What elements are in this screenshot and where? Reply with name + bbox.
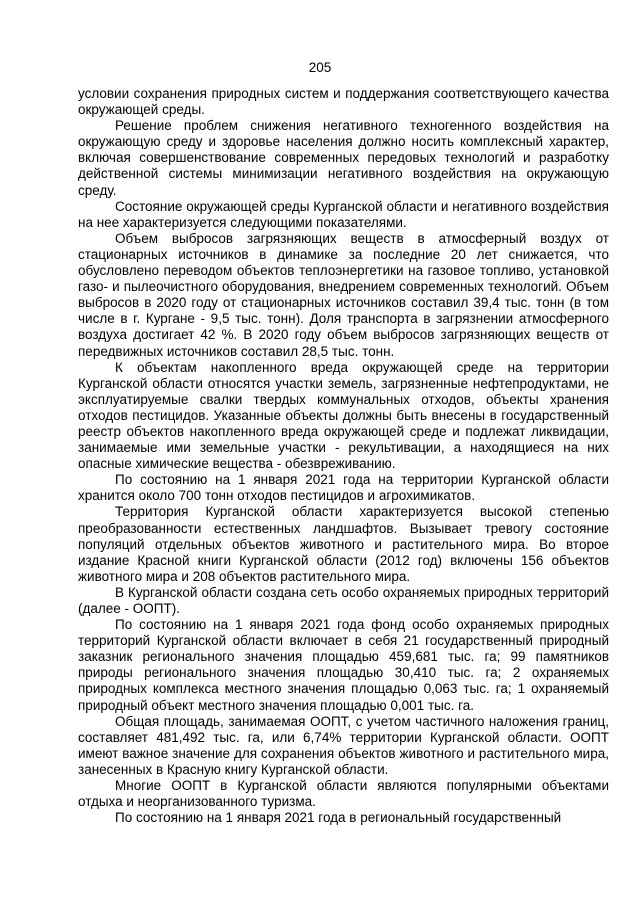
document-body bbox=[78, 86, 609, 826]
paragraph-registry-start: По состоянию на 1 января 2021 года в региональный государственный bbox=[115, 810, 562, 826]
paragraph-protected-areas-network: В Курганской области создана сеть особо охраняемых природных территорий (далее - ООПТ). bbox=[78, 584, 609, 616]
paragraph-continuation: условии сохранения природных систем и поддержания соответствующего качества окружающей среды. bbox=[78, 86, 609, 118]
paragraph-protected-areas-fund: По состоянию на 1 января 2021 года фонд особо охраняемых природных территорий Курганской области включает в себя 21 государственный природный заказник регионального значения площадью 459,681 тыс. га; 99 памятников природы регионального значения площадью 30,410 тыс. га; 2 охраняемых природных комплекса местного значения площадью 0,063 тыс. га; 1 охраняемый природный объект местного значения площадью 0,001 тыс. га. bbox=[78, 617, 609, 713]
paragraph-total-area: Общая площадь, занимаемая ООПТ, с учетом частичного наложения границ, составляет 481,492 тыс. га, или 6,74% территории Курганской области. ООПТ имеют важное значение для сохранения объектов животного и растительного мира, занесенных в Красную книгу Курганской области. bbox=[78, 713, 609, 777]
paragraph-accumulated-harm: К объектам накопленного вреда окружающей среде на территории Курганской области относятся участки земель, загрязненные нефтепродуктами, не эксплуатируемые свалки твердых коммунальных отходов, объекты хранения отходов пестицидов. Указанные объекты должны быть внесены в государственный реестр объектов накопленного вреда окружающей среде и подлежат ликвидации, занимаемые ими земельные участки - рекультивации, а находящиеся на них опасные химические вещества - обезвреживанию. bbox=[78, 359, 609, 472]
paragraph-problem-solving: Решение проблем снижения негативного техногенного воздействия на окружающую среду и здоровье населения должно носить комплексный характер, включая совершенствование современных передовых технологий и разработку действенной системы минимизации негативного воздействия на окружающую среду. bbox=[78, 118, 609, 198]
paragraph-pesticides: По состоянию на 1 января 2021 года на территории Курганской области хранится около 700 тонн отходов пестицидов и агрохимикатов. bbox=[78, 472, 609, 504]
paragraph-environment-state: Состояние окружающей среды Курганской области и негативного воздействия на нее характеризуется следующими показателями. bbox=[78, 198, 609, 230]
paragraph-landscapes: Территория Курганской области характеризуется высокой степенью преобразованности естественных ландшафтов. Вызывает тревогу состояние популяций отдельных объектов животного и растительного мира. Во второе издание Красной книги Курганской области (2012 год) включены 156 объектов животного мира и 208 объектов растительного мира. bbox=[78, 504, 609, 584]
paragraph-emissions: Объем выбросов загрязняющих веществ в атмосферный воздух от стационарных источников в динамике за последние 20 лет снижается, что обусловлено переводом объектов теплоэнергетики на газовое топливо, установкой газо- и пылеочистного оборудования, внедрением современных технологий. Объем выбросов в 2020 году от стационарных источников составил 39,4 тыс. тонн (в том числе в г. Кургане - 9,5 тыс. тонн). Доля транспорта в загрязнении атмосферного воздуха достигает 42 %. В 2020 году объем выбросов загрязняющих веществ от передвижных источников составил 28,5 тыс. тонн. bbox=[78, 230, 609, 359]
page-number: 205 bbox=[308, 60, 332, 75]
paragraph-tourism: Многие ООПТ в Курганской области являются популярными объектами отдыха и неорганизованного туризма. bbox=[78, 778, 609, 810]
